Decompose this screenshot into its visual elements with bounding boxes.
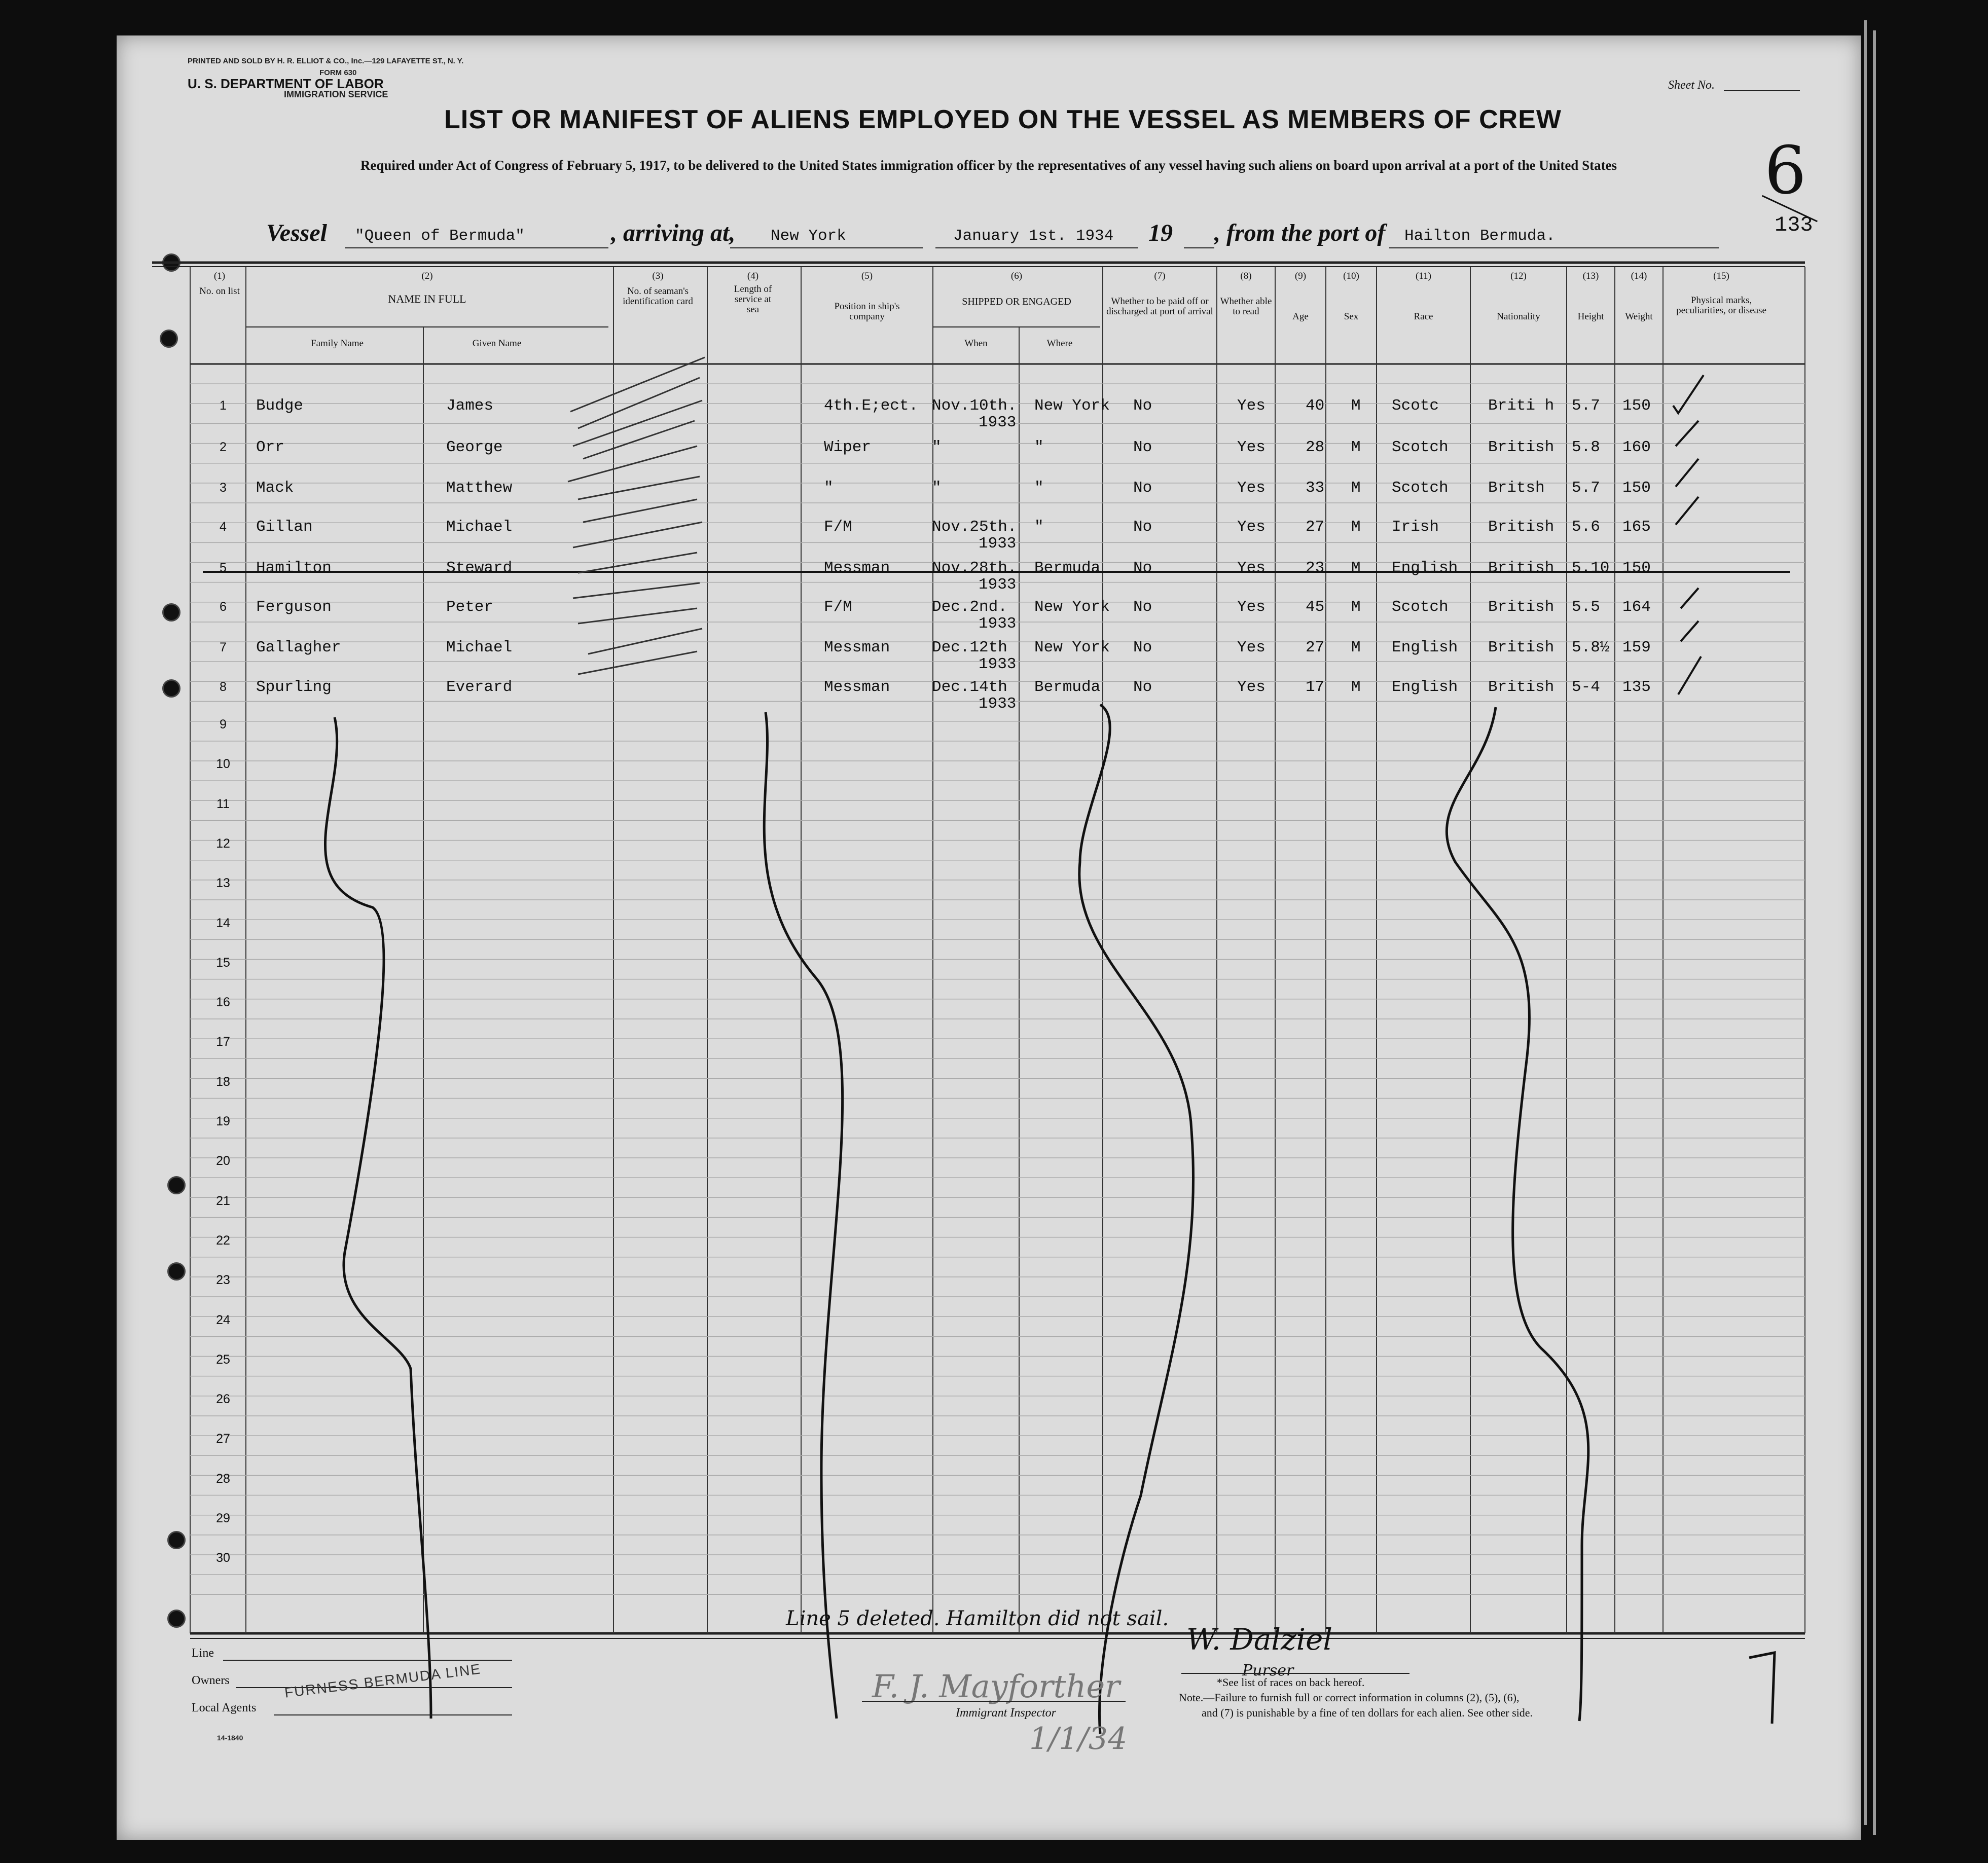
shipped-year-cell: 1933 xyxy=(979,615,1017,633)
corner-mark: 6 xyxy=(1764,132,1806,209)
nationality-cell: British xyxy=(1488,678,1555,696)
position-cell: F/M xyxy=(824,518,852,536)
printer-line: PRINTED AND SOLD BY H. R. ELLIOT & CO., Inc.—129 LAFAYETTE ST., N. Y. xyxy=(188,57,464,65)
line-stamp: FURNESS BERMUDA LINE xyxy=(283,1661,482,1701)
position-cell: 4th.E;ect. xyxy=(824,397,919,415)
arriving-label: , arriving at, xyxy=(611,220,736,246)
page-title: LIST OR MANIFEST OF ALIENS EMPLOYED ON THE VESSEL AS MEMBERS OF CREW xyxy=(444,105,1562,134)
local-agents-label: Local Agents xyxy=(192,1701,257,1714)
shipped-when-cell: Dec.2nd. xyxy=(932,598,1007,616)
age-cell: 40 xyxy=(1306,397,1325,415)
family-name-cell: Budge xyxy=(256,397,304,415)
row-number: 29 xyxy=(216,1511,230,1525)
arrival-port: New York xyxy=(771,227,846,245)
column-8-number: (8) xyxy=(1240,271,1252,281)
column-13-label: Height xyxy=(1577,311,1604,322)
line-underline xyxy=(223,1660,512,1661)
given-name-cell: George xyxy=(446,439,503,456)
weight-cell: 165 xyxy=(1622,518,1651,536)
given-name-header: Given Name xyxy=(472,338,522,349)
family-name-cell: Hamilton xyxy=(256,559,332,577)
shipped-where-cell: New York xyxy=(1034,639,1110,656)
family-name-cell: Ferguson xyxy=(256,598,332,616)
race-cell: English xyxy=(1392,678,1458,696)
row-number: 24 xyxy=(216,1312,230,1327)
able-to-read-cell: Yes xyxy=(1237,598,1266,616)
row-number: 15 xyxy=(216,955,230,970)
shipped-where-cell: " xyxy=(1034,518,1044,536)
family-name-cell: Orr xyxy=(256,439,284,456)
column-12-header xyxy=(1470,271,1567,322)
column-3-label: No. of seaman's identification card xyxy=(623,286,693,307)
form-code: 14-1840 xyxy=(217,1734,243,1742)
column-5-label: Position in ship's company xyxy=(834,301,900,322)
column-1-label: No. on list xyxy=(199,286,240,297)
position-cell: " xyxy=(824,479,834,497)
page-subtitle: Required under Act of Congress of February 5, 1917, to be delivered to the United States immigration officer by the representatives of any vessel having such aliens on board upon arrival at a port of the United States xyxy=(360,158,1617,173)
row-number: 26 xyxy=(216,1392,230,1407)
able-to-read-cell: Yes xyxy=(1237,559,1266,577)
column-9-header xyxy=(1275,271,1326,322)
page-number: 133 xyxy=(1775,213,1813,237)
shipped-where-cell: Bermuda xyxy=(1034,678,1101,696)
weight-cell: 164 xyxy=(1622,598,1651,616)
age-cell: 27 xyxy=(1306,518,1325,536)
row-number: 30 xyxy=(216,1551,230,1565)
position-cell: Messman xyxy=(824,559,890,577)
sex-cell: M xyxy=(1351,397,1361,415)
column-6-label: SHIPPED OR ENGAGED xyxy=(962,296,1071,307)
weight-cell: 159 xyxy=(1622,639,1651,656)
department-name: U. S. DEPARTMENT OF LABOR xyxy=(188,76,384,91)
row-number: 27 xyxy=(216,1432,230,1446)
check-marks xyxy=(1673,375,1704,695)
family-name-cell: Gillan xyxy=(256,518,313,536)
paid-off-cell: No xyxy=(1133,678,1152,696)
shipped-year-cell: 1933 xyxy=(979,655,1017,673)
row-number: 22 xyxy=(216,1233,230,1248)
nationality-cell: Briti h xyxy=(1488,397,1555,415)
sex-cell: M xyxy=(1351,678,1361,696)
corner-seven-mark xyxy=(1749,1653,1775,1724)
service-name: IMMIGRATION SERVICE xyxy=(284,89,388,99)
deletion-annotation: Line 5 deleted. Hamilton did not sail. xyxy=(786,1607,1169,1630)
column-6-header xyxy=(933,271,1100,307)
column-3-header xyxy=(613,271,702,307)
column-4-number: (4) xyxy=(747,271,759,281)
height-cell: 5.6 xyxy=(1572,518,1600,536)
row-number: 19 xyxy=(216,1114,230,1128)
position-cell: F/M xyxy=(824,598,852,616)
column-13-number: (13) xyxy=(1582,271,1599,281)
column-1-header xyxy=(199,271,240,297)
shipped-when-cell: Nov.10th. xyxy=(932,397,1017,415)
column-9-label: Age xyxy=(1292,311,1309,322)
column-1-number: (1) xyxy=(213,271,226,281)
shipped-when-cell: Nov.25th. xyxy=(932,518,1017,536)
row-number: 21 xyxy=(216,1193,230,1208)
column-5-number: (5) xyxy=(861,271,873,281)
given-name-cell: Steward xyxy=(446,559,513,577)
nationality-cell: British xyxy=(1488,518,1555,536)
race-cell: Scotc xyxy=(1392,397,1439,415)
able-to-read-cell: Yes xyxy=(1237,397,1266,415)
race-cell: Scotch xyxy=(1392,598,1449,616)
paid-off-cell: No xyxy=(1133,397,1152,415)
from-port-label: , from the port of xyxy=(1214,220,1386,246)
height-cell: 5.7 xyxy=(1572,479,1600,497)
able-to-read-cell: Yes xyxy=(1237,639,1266,656)
row-number: 11 xyxy=(216,796,230,811)
race-cell: English xyxy=(1392,639,1458,656)
age-cell: 28 xyxy=(1306,439,1325,456)
inspector-date: 1/1/34 xyxy=(1029,1721,1128,1757)
row-number: 6 xyxy=(220,600,227,614)
sex-cell: M xyxy=(1351,598,1361,616)
family-name-cell: Mack xyxy=(256,479,294,497)
inspector-label: Immigrant Inspector xyxy=(956,1706,1056,1720)
paid-off-cell: No xyxy=(1133,639,1152,656)
column-11-label: Race xyxy=(1414,311,1433,322)
penalty-note-line-1: Note.—Failure to furnish full or correct information in columns (2), (5), (6), xyxy=(1179,1691,1520,1704)
shipped-where-cell: New York xyxy=(1034,598,1110,616)
shipped-when-cell: Dec.14th xyxy=(932,678,1007,696)
column-4-header xyxy=(707,271,799,315)
row-number: 9 xyxy=(220,717,227,732)
column-9-number: (9) xyxy=(1294,271,1307,281)
shipped-where-cell: " xyxy=(1034,439,1044,456)
race-cell: Irish xyxy=(1392,518,1439,536)
column-11-header xyxy=(1377,271,1470,322)
row-number: 20 xyxy=(216,1154,230,1168)
row-number: 13 xyxy=(216,876,230,891)
height-cell: 5.8½ xyxy=(1572,639,1610,656)
column-2-header xyxy=(246,271,608,304)
nationality-cell: British xyxy=(1488,639,1555,656)
row-number: 10 xyxy=(216,757,230,772)
weight-cell: 135 xyxy=(1622,678,1651,696)
sex-cell: M xyxy=(1351,518,1361,536)
race-cell: English xyxy=(1392,559,1458,577)
given-name-cell: Peter xyxy=(446,598,494,616)
races-note: *See list of races on back hereof. xyxy=(1217,1676,1365,1689)
nationality-cell: Britsh xyxy=(1488,479,1545,497)
row-number: 28 xyxy=(216,1471,230,1486)
shipped-when-header: When xyxy=(964,338,988,349)
shipped-when-cell: " xyxy=(932,439,942,456)
master-signature: W. Dalziel xyxy=(1186,1622,1332,1657)
family-name-cell: Spurling xyxy=(256,678,332,696)
line-label: Line xyxy=(192,1647,214,1660)
paid-off-cell: No xyxy=(1133,479,1152,497)
paid-off-cell: No xyxy=(1133,598,1152,616)
row-number: 18 xyxy=(216,1074,230,1089)
vessel-name: "Queen of Bermuda" xyxy=(355,227,525,245)
column-8-label: Whether able to read xyxy=(1220,296,1272,317)
row-number: 2 xyxy=(220,440,227,454)
shipped-year-cell: 1933 xyxy=(979,695,1017,713)
race-cell: Scotch xyxy=(1392,479,1449,497)
column-15-label: Physical marks, peculiarities, or disease xyxy=(1676,295,1766,316)
weight-cell: 160 xyxy=(1622,439,1651,456)
position-cell: Messman xyxy=(824,678,890,696)
void-squiggles xyxy=(325,705,1588,1734)
column-13-header xyxy=(1567,271,1615,322)
column-12-label: Nationality xyxy=(1497,311,1540,322)
weight-cell: 150 xyxy=(1622,397,1651,415)
form-number: FORM 630 xyxy=(319,68,357,77)
row-number: 7 xyxy=(220,640,227,654)
row-number: 23 xyxy=(216,1273,230,1288)
given-name-cell: James xyxy=(446,397,494,415)
column-7-number: (7) xyxy=(1154,271,1166,281)
column-15-header xyxy=(1663,271,1780,316)
sex-cell: M xyxy=(1351,559,1361,577)
paid-off-cell: No xyxy=(1133,439,1152,456)
shipped-where-header: Where xyxy=(1046,338,1073,349)
shipped-where-cell: " xyxy=(1034,479,1044,497)
inspector-underline xyxy=(862,1701,1126,1702)
shipped-when-cell: Dec.12th xyxy=(932,639,1007,656)
row-number: 8 xyxy=(220,680,227,694)
shipped-where-cell: Bermuda xyxy=(1034,559,1101,577)
master-title: Purser xyxy=(1242,1662,1294,1679)
age-cell: 27 xyxy=(1306,639,1325,656)
column-12-number: (12) xyxy=(1510,271,1527,281)
age-cell: 45 xyxy=(1306,598,1325,616)
column-7-header xyxy=(1103,271,1217,317)
shipped-year-cell: 1933 xyxy=(979,576,1017,594)
row-number: 25 xyxy=(216,1352,230,1367)
sex-cell: M xyxy=(1351,639,1361,656)
shipped-when-cell: Nov.28th. xyxy=(932,559,1017,577)
paid-off-cell: No xyxy=(1133,559,1152,577)
agents-underline xyxy=(274,1714,512,1715)
nationality-cell: British xyxy=(1488,559,1555,577)
able-to-read-cell: Yes xyxy=(1237,518,1266,536)
weight-cell: 150 xyxy=(1622,479,1651,497)
row-number: 16 xyxy=(216,995,230,1010)
column-15-number: (15) xyxy=(1713,271,1729,281)
row-number: 12 xyxy=(216,836,230,851)
column-10-number: (10) xyxy=(1343,271,1359,281)
sex-cell: M xyxy=(1351,479,1361,497)
column-11-number: (11) xyxy=(1416,271,1431,281)
inspector-signature: F. J. Mayforther xyxy=(872,1668,1120,1705)
departure-port: Hailton Bermuda. xyxy=(1404,227,1556,245)
shipped-where-cell: New York xyxy=(1034,397,1110,415)
given-name-cell: Michael xyxy=(446,639,513,656)
column-8-header xyxy=(1217,271,1275,317)
column-2-number: (2) xyxy=(421,271,433,281)
column-14-label: Weight xyxy=(1625,311,1653,322)
column-10-label: Sex xyxy=(1344,311,1359,322)
column-6-number: (6) xyxy=(1010,271,1023,281)
shipped-year-cell: 1933 xyxy=(979,414,1017,431)
height-cell: 5.8 xyxy=(1572,439,1600,456)
row-number: 4 xyxy=(220,520,227,534)
weight-cell: 150 xyxy=(1622,559,1651,577)
position-cell: Messman xyxy=(824,639,890,656)
position-cell: Wiper xyxy=(824,439,872,456)
owners-label: Owners xyxy=(192,1674,230,1687)
paid-off-cell: No xyxy=(1133,518,1152,536)
family-name-cell: Gallagher xyxy=(256,639,341,656)
height-cell: 5.7 xyxy=(1572,397,1600,415)
height-cell: 5.10 xyxy=(1572,559,1610,577)
shipped-when-cell: " xyxy=(932,479,942,497)
row-number: 3 xyxy=(220,481,227,495)
race-cell: Scotch xyxy=(1392,439,1449,456)
vessel-label: Vessel xyxy=(266,220,327,246)
given-name-cell: Matthew xyxy=(446,479,513,497)
column-5-header xyxy=(801,271,933,322)
penalty-note-line-2: and (7) is punishable by a fine of ten dollars for each alien. See other side. xyxy=(1202,1706,1533,1719)
row-number: 17 xyxy=(216,1035,230,1049)
given-name-cell: Michael xyxy=(446,518,513,536)
nationality-cell: British xyxy=(1488,598,1555,616)
id-card-strokes xyxy=(568,357,705,674)
able-to-read-cell: Yes xyxy=(1237,678,1266,696)
column-7-label: Whether to be paid off or discharged at port of arrival xyxy=(1106,296,1213,317)
age-cell: 33 xyxy=(1306,479,1325,497)
nationality-cell: British xyxy=(1488,439,1555,456)
master-underline xyxy=(1181,1673,1409,1674)
able-to-read-cell: Yes xyxy=(1237,479,1266,497)
given-name-cell: Everard xyxy=(446,678,513,696)
column-10-header xyxy=(1326,271,1377,322)
shipped-year-cell: 1933 xyxy=(979,535,1017,553)
year-label: 19 xyxy=(1148,220,1173,246)
row-number: 1 xyxy=(220,398,227,413)
row-number: 5 xyxy=(220,561,227,575)
column-2-label: NAME IN FULL xyxy=(388,293,466,305)
height-cell: 5-4 xyxy=(1572,678,1600,696)
height-cell: 5.5 xyxy=(1572,598,1600,616)
age-cell: 17 xyxy=(1306,678,1325,696)
age-cell: 23 xyxy=(1306,559,1325,577)
family-name-header: Family Name xyxy=(311,338,364,349)
arrival-date: January 1st. 1934 xyxy=(953,227,1114,245)
sex-cell: M xyxy=(1351,439,1361,456)
sheet-number-label: Sheet No. xyxy=(1668,79,1715,92)
able-to-read-cell: Yes xyxy=(1237,439,1266,456)
column-14-header xyxy=(1615,271,1663,322)
column-14-number: (14) xyxy=(1631,271,1647,281)
column-4-label: Length of service at sea xyxy=(734,284,772,315)
column-3-number: (3) xyxy=(652,271,664,281)
row-number: 14 xyxy=(216,916,230,930)
